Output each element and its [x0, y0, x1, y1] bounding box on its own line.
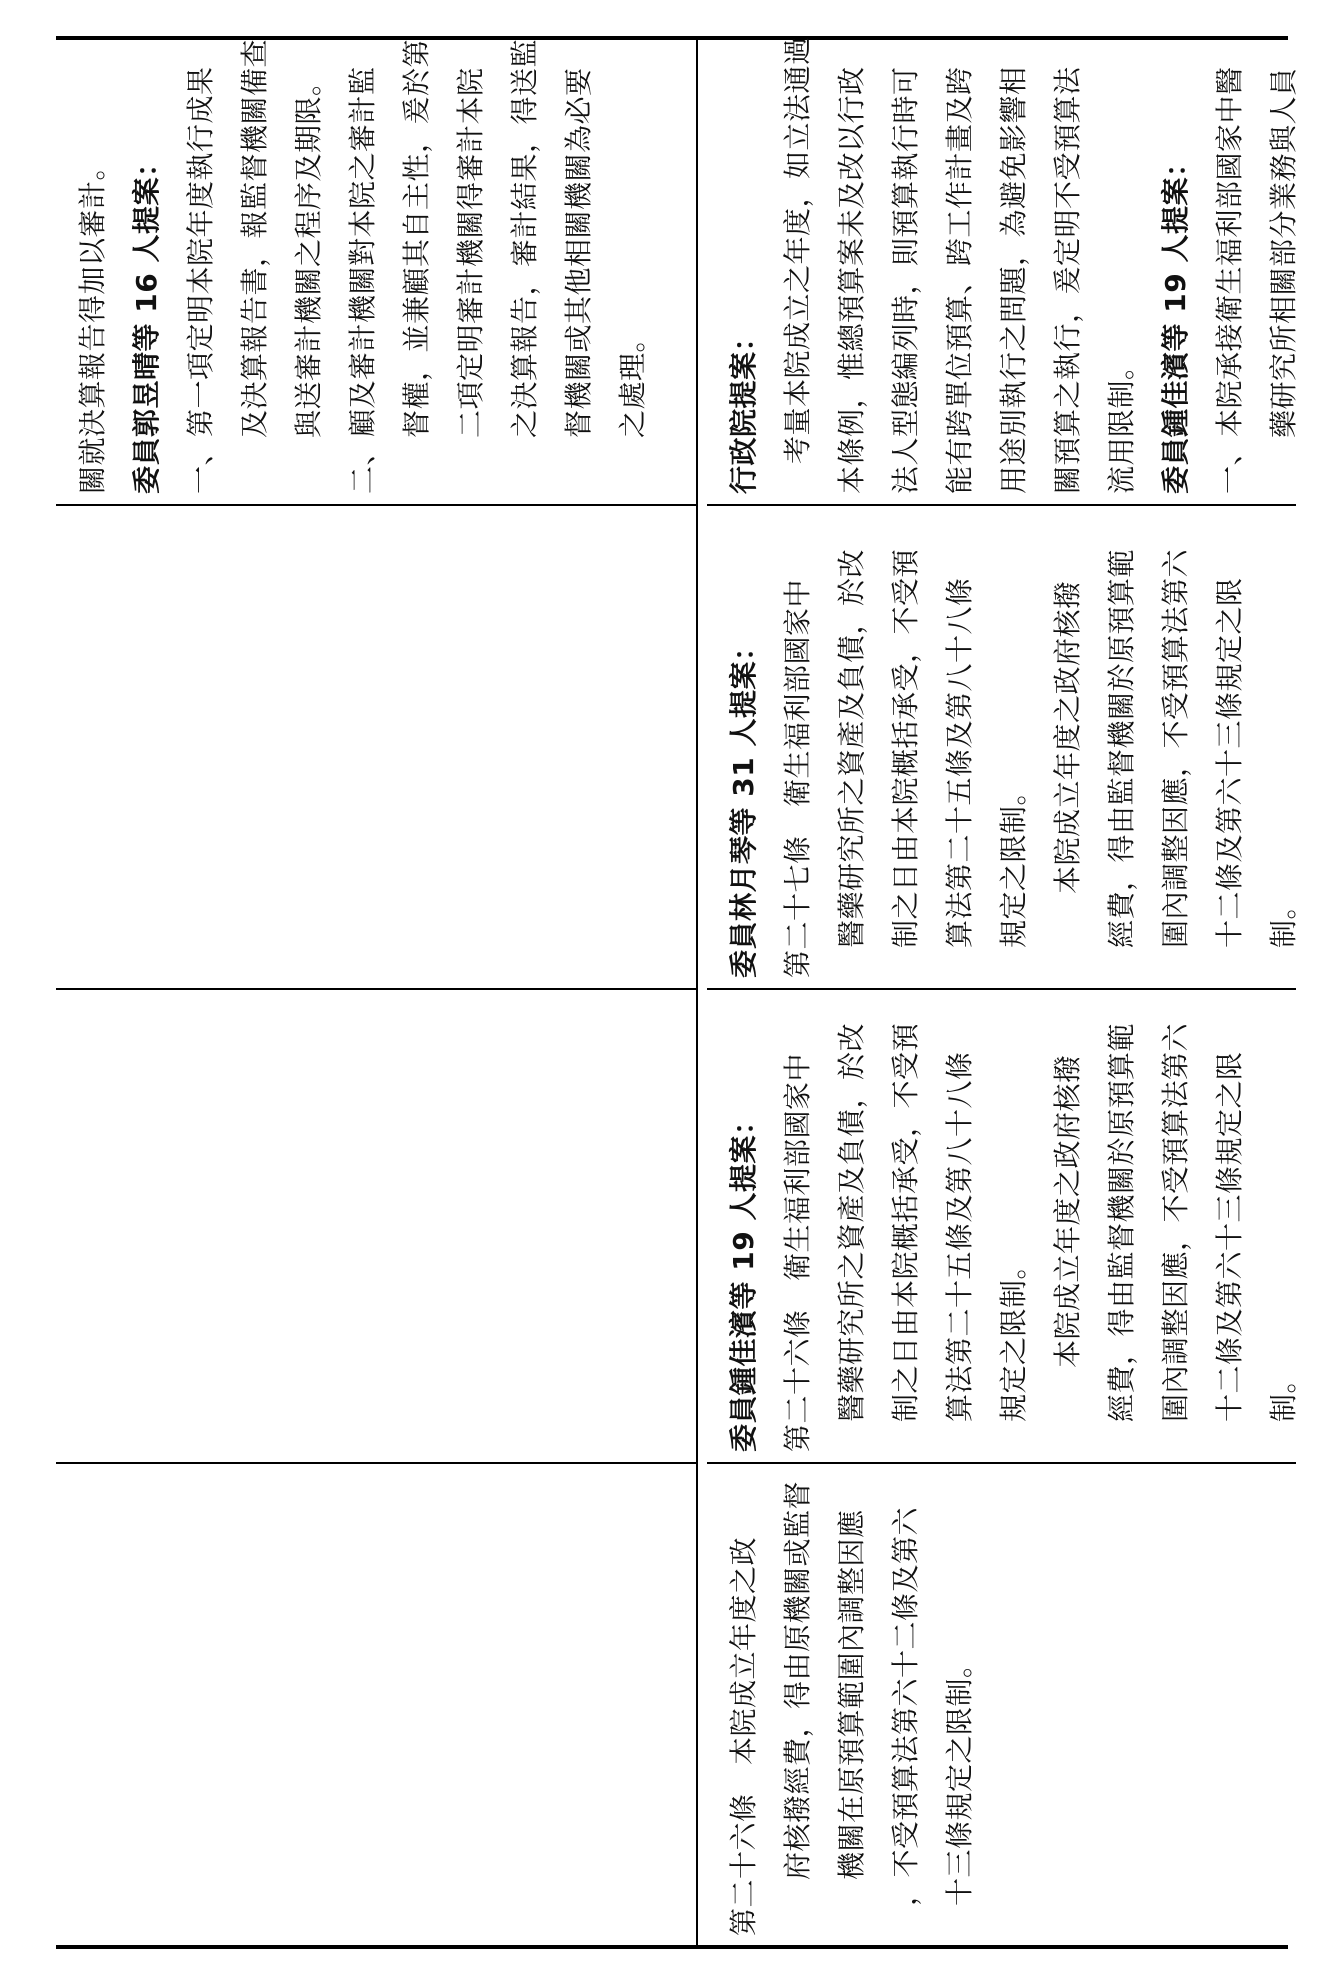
text-line: 一、第一項定明本院年度執行成果 [184, 66, 217, 494]
rotated-table [56, 36, 1300, 1948]
text-line: 之處理。 [616, 323, 649, 438]
text-line: 經費，得由監督機關於原預算範 [1105, 548, 1138, 948]
upper-table-row [56, 38, 696, 1948]
proposal-cell-lin [707, 506, 1300, 990]
text-line: 第二十六條 本院成立年度之政 [727, 1536, 760, 1936]
explanation-cell [707, 36, 1300, 506]
text-line: 及決算報告書，報監督機關備查 [238, 38, 271, 438]
text-line: 二項定明審計機關得審計本院 [454, 67, 487, 438]
text-line: 考量本院成立之年度，如立法通過 [781, 36, 814, 464]
proposal-heading: 委員郭昱晴等 16 人提案： [130, 148, 163, 494]
text-line: 能有跨單位預算、跨工作計畫及跨 [943, 66, 976, 494]
text-line: 制。 [1267, 890, 1300, 948]
text-line: 醫藥研究所之資產及負債，於改 [835, 548, 868, 948]
text-line: 關預算之執行，爰定明不受預算法 [1051, 66, 1084, 494]
text-line: 一、本院承接衛生福利部國家中醫 [1213, 66, 1246, 494]
text-line: 制。 [1267, 1364, 1300, 1422]
text-line: 機關在原預算範圍內調整因應 [835, 1509, 868, 1880]
text-line: 算法第二十五條及第八十八條 [943, 1051, 976, 1422]
proposal-heading: 委員鍾佳濱等 19 人提案： [727, 1106, 760, 1452]
text-line: 十二條及第六十三條規定之限 [1213, 577, 1246, 948]
text-line: 制之日由本院概括承受，不受預 [889, 548, 922, 948]
upper-cell-4 [56, 38, 696, 506]
text-line: 經費，得由監督機關於原預算範 [1105, 1022, 1138, 1422]
proposal-heading: 委員林月琴等 31 人提案： [727, 632, 760, 978]
text-line: 關就決算報告得加以審計。 [76, 151, 109, 494]
text-line: 二、顧及審計機關對本院之審計監 [346, 66, 379, 494]
upper-cell-3 [56, 506, 696, 990]
proposal-cell-chung [707, 990, 1300, 1464]
text-line: 圍內調整因應，不受預算法第六 [1159, 548, 1192, 948]
text-line: 規定之限制。 [997, 776, 1030, 948]
text-line: 督機關或其他相關機關為必要 [562, 67, 595, 438]
text-line: 之決算報告，審計結果，得送監 [508, 38, 541, 438]
upper-cell-2 [56, 990, 696, 1464]
text-line: 流用限制。 [1105, 351, 1138, 494]
proposal-heading: 行政院提案： [727, 322, 760, 494]
lower-table-row [707, 36, 1300, 1948]
text-line: 用途別執行之問題，為避免影響相 [997, 66, 1030, 494]
text-line: ，不受預算法第六十二條及第六 [889, 1506, 922, 1906]
text-line: 十二條及第六十三條規定之限 [1213, 1051, 1246, 1422]
text-line: 府核撥經費，得由原機關或監督 [781, 1480, 814, 1880]
text-line: 十三條規定之限制。 [943, 1649, 976, 1906]
text-line: 本院成立年度之政府核撥 [1051, 580, 1084, 894]
text-line: 算法第二十五條及第八十八條 [943, 577, 976, 948]
text-line: 規定之限制。 [997, 1250, 1030, 1422]
upper-cell-1 [56, 1464, 696, 1948]
text-line: 制之日由本院概括承受，不受預 [889, 1022, 922, 1422]
text-line: 法人型態編列時，則預算執行時可 [889, 66, 922, 494]
text-line: 藥研究所相關部分業務與人員 [1267, 67, 1300, 438]
text-line: 本院成立年度之政府核撥 [1051, 1054, 1084, 1368]
text-line: 第二十六條 衛生福利部國家中 [781, 1052, 814, 1452]
text-line: 本條例，惟總預算案未及改以行政 [835, 66, 868, 494]
text-line: 督權，並兼顧其自主性，爰於第 [400, 38, 433, 438]
article-text-cell [707, 1464, 1296, 1948]
text-line: 醫藥研究所之資產及負債，於改 [835, 1022, 868, 1422]
text-line: 圍內調整因應，不受預算法第六 [1159, 1022, 1192, 1422]
proposal-heading: 委員鍾佳濱等 19 人提案： [1159, 148, 1192, 494]
text-line: 與送審計機關之程序及期限。 [292, 67, 325, 438]
text-line: 第二十七條 衛生福利部國家中 [781, 578, 814, 978]
